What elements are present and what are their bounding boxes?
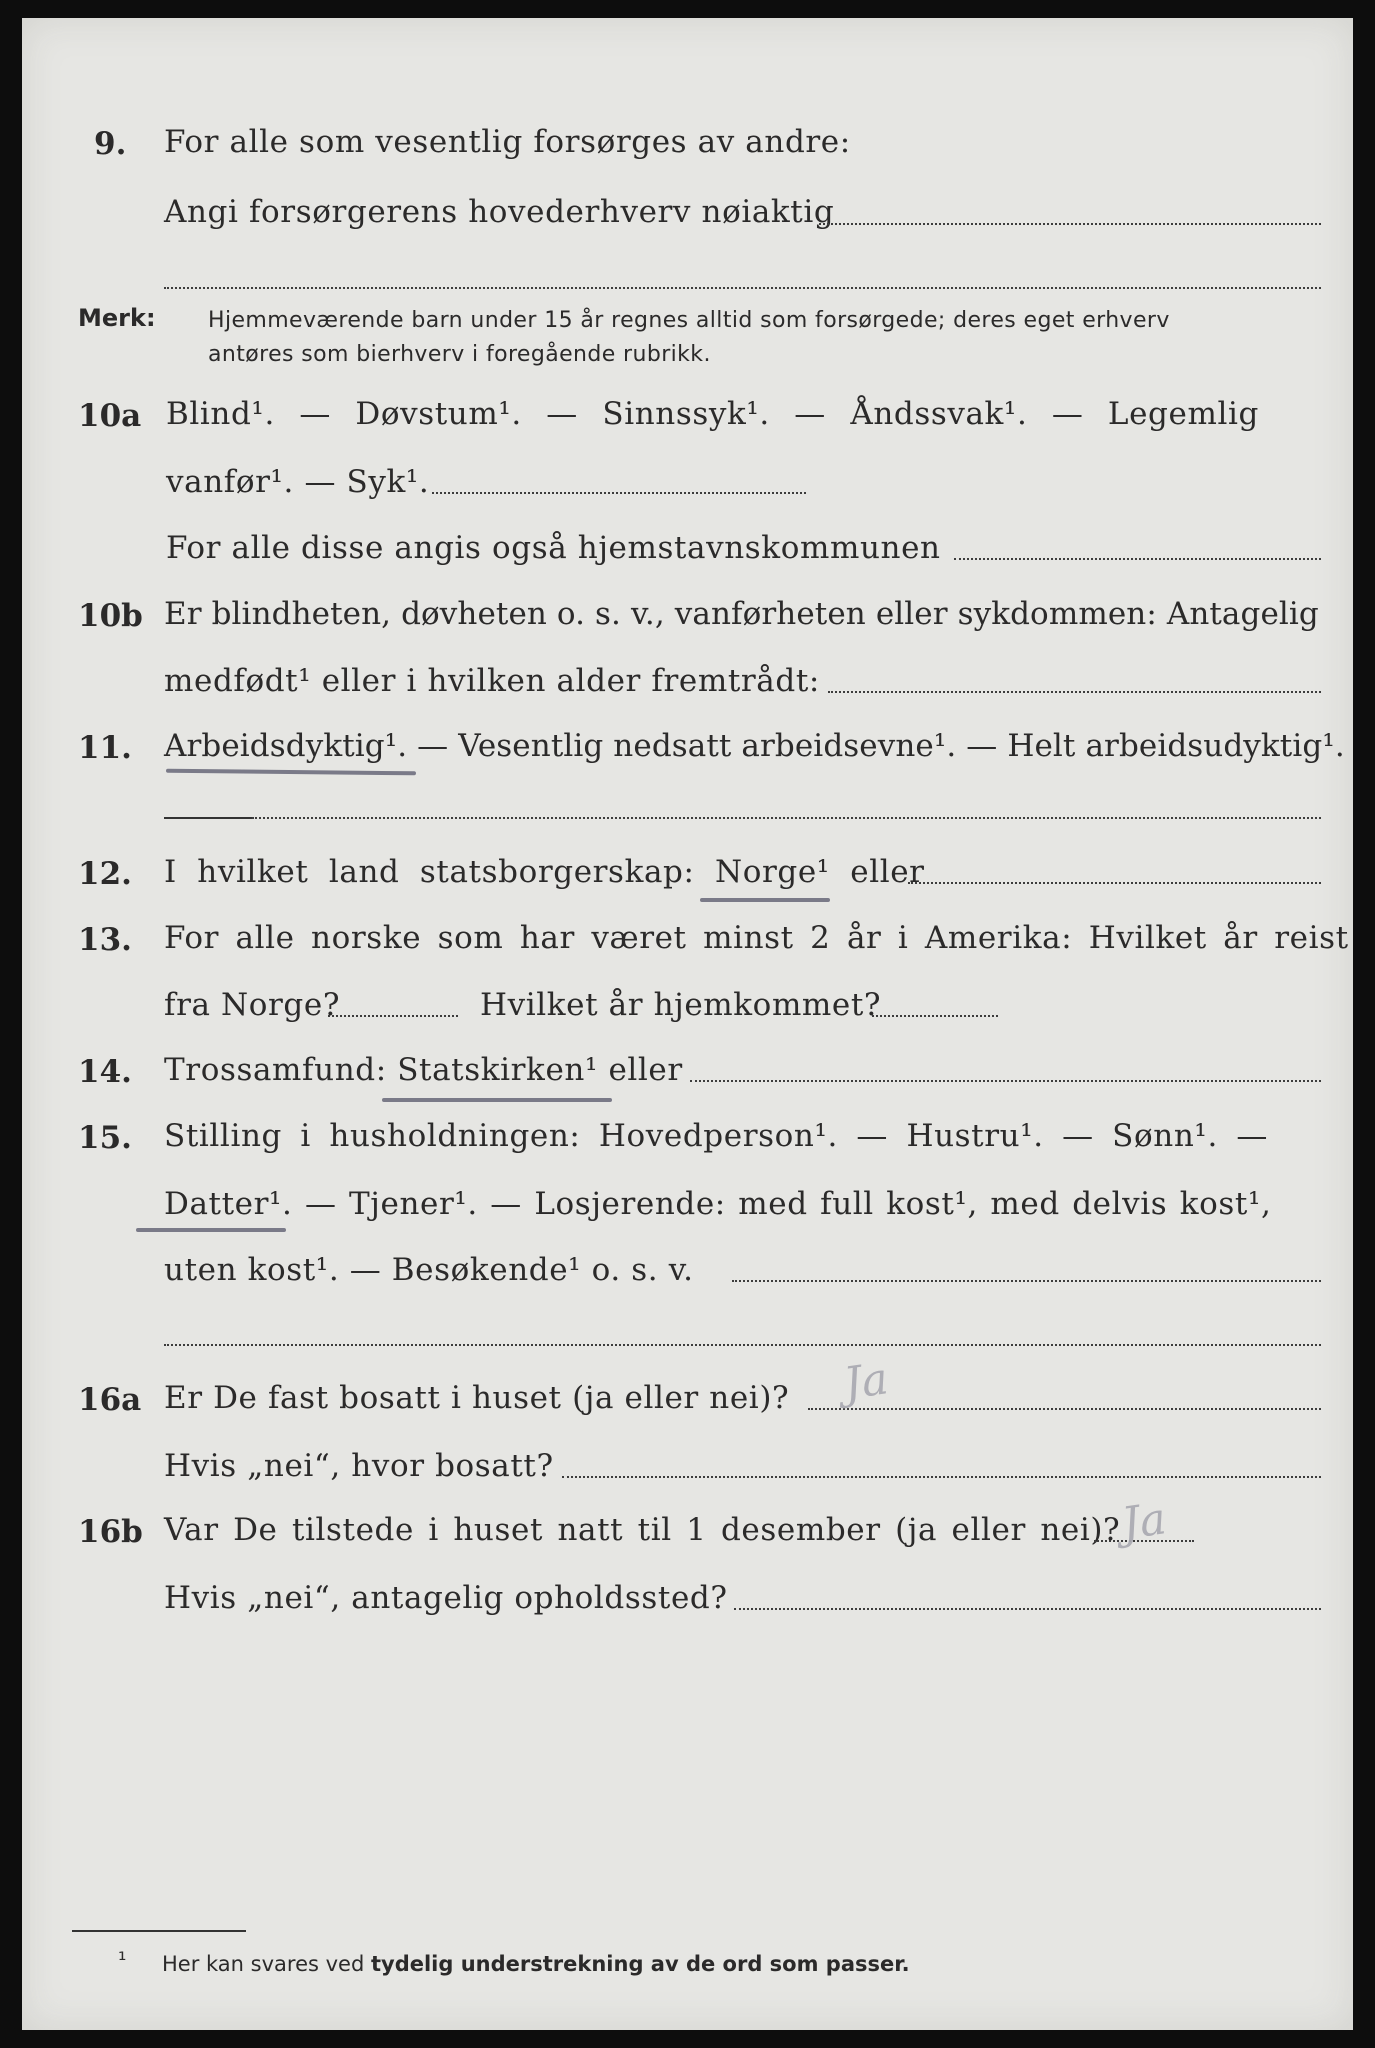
question-11-answer-line[interactable] (252, 817, 1321, 819)
question-15-number: 15. (78, 1120, 132, 1156)
footnote-marker: ¹ (118, 1948, 127, 1972)
merk-note-line-1: Hjemmeværende barn under 15 år regnes alltid som forsørgede; deres eget erhverv (208, 308, 1170, 333)
question-11-number: 11. (78, 730, 132, 766)
question-16a-line-2: Hvis „nei“, hvor bosatt? (164, 1448, 554, 1484)
question-13-reist-answer-line[interactable] (328, 1015, 458, 1017)
question-15-answer-line-2[interactable] (164, 1344, 1321, 1346)
arbeidsdyktig-handwritten-underline (166, 769, 416, 776)
question-9-number: 9. (94, 126, 127, 162)
datter-handwritten-underline (136, 1228, 286, 1232)
merk-note-line-2: antøres som bierhverv i foregående rubrikk. (208, 342, 711, 367)
question-10b-line-2: medfødt¹ eller i hvilken alder fremtrådt: (164, 663, 820, 699)
question-13-line-1: For alle norske som har været minst 2 år i Amerika: Hvilket år reist (164, 920, 1349, 956)
question-10a-line-1: Blind¹. — Døvstum¹. — Sinnssyk¹. — Åndssvak¹. — Legemlig (166, 396, 1259, 432)
question-15-line-3: uten kost¹. — Besøkende¹ o. s. v. (164, 1252, 694, 1288)
question-11-answer-line-solid[interactable] (164, 817, 252, 819)
question-10b-answer-line[interactable] (828, 691, 1321, 693)
question-13-hjemkommet-answer-line[interactable] (872, 1015, 998, 1017)
question-10b-number: 10b (78, 598, 143, 634)
merk-label: Merk: (78, 304, 156, 332)
question-10a-line-3: For alle disse angis også hjemstavnskommunen (166, 530, 941, 566)
question-16b-number: 16b (78, 1514, 143, 1550)
footnote-text (162, 1952, 910, 1976)
question-16a-handwritten-answer: Ja (840, 1353, 892, 1410)
question-15-line-1: Stilling i husholdningen: Hovedperson¹. — Hustru¹. — Sønn¹. — (164, 1118, 1268, 1154)
question-16a-line-1: Er De fast bosatt i huset (ja eller nei)? (164, 1380, 790, 1416)
question-10a-hjemstavn-line[interactable] (954, 558, 1321, 560)
question-9-answer-line[interactable] (819, 223, 1321, 225)
question-16b-handwritten-answer: Ja (1118, 1493, 1170, 1550)
question-10b-line-1: Er blindheten, døvheten o. s. v., vanførheten eller sykdommen: Antagelig (164, 596, 1319, 632)
question-12-line-1: I hvilket land statsborgerskap: Norge¹ eller (164, 854, 925, 890)
question-10a-answer-line[interactable] (432, 492, 806, 494)
question-15-answer-line[interactable] (732, 1280, 1321, 1282)
footnote-text-plain: Her kan svares ved (162, 1952, 365, 1976)
question-15-line-2: Datter¹. — Tjener¹. — Losjerende: med full kost¹, med delvis kost¹, (164, 1186, 1272, 1222)
question-9-line-1: For alle som vesentlig forsørges av andre: (164, 124, 851, 160)
question-16a-number: 16a (78, 1382, 142, 1418)
census-form-page (22, 18, 1353, 2030)
question-9-answer-line-2[interactable] (164, 287, 1321, 289)
question-16b-line-2: Hvis „nei“, antagelig opholdssted? (164, 1580, 728, 1616)
footnote-rule (72, 1930, 246, 1932)
question-12-number: 12. (78, 856, 132, 892)
question-14-line-1: Trossamfund: Statskirken¹ eller (164, 1052, 683, 1088)
question-12-answer-line[interactable] (908, 882, 1321, 884)
question-14-answer-line[interactable] (690, 1080, 1321, 1082)
question-13-line-2b: Hvilket år hjemkommet? (480, 987, 882, 1023)
question-16b-opholdssted-answer-line[interactable] (734, 1608, 1321, 1610)
question-16a-bosatt-answer-line[interactable] (562, 1476, 1321, 1478)
question-16b-line-1: Var De tilstede i huset natt til 1 desember (ja eller nei)? (164, 1512, 1121, 1548)
question-13-line-2a: fra Norge? (164, 987, 341, 1023)
footnote-text-bold: tydelig understrekning av de ord som passer. (370, 1952, 910, 1976)
question-13-number: 13. (78, 922, 132, 958)
norge-handwritten-underline (700, 898, 830, 902)
statskirken-handwritten-underline (382, 1098, 612, 1102)
question-11-line-1: Arbeidsdyktig¹. — Vesentlig nedsatt arbeidsevne¹. — Helt arbeidsudyktig¹. (164, 728, 1345, 764)
question-10a-line-2: vanfør¹. — Syk¹. (166, 464, 430, 500)
question-9-line-2: Angi forsørgerens hovederhverv nøiaktig (164, 194, 835, 230)
question-10a-number: 10a (78, 398, 142, 434)
question-14-number: 14. (78, 1054, 132, 1090)
question-16a-answer-line[interactable] (808, 1408, 1321, 1410)
